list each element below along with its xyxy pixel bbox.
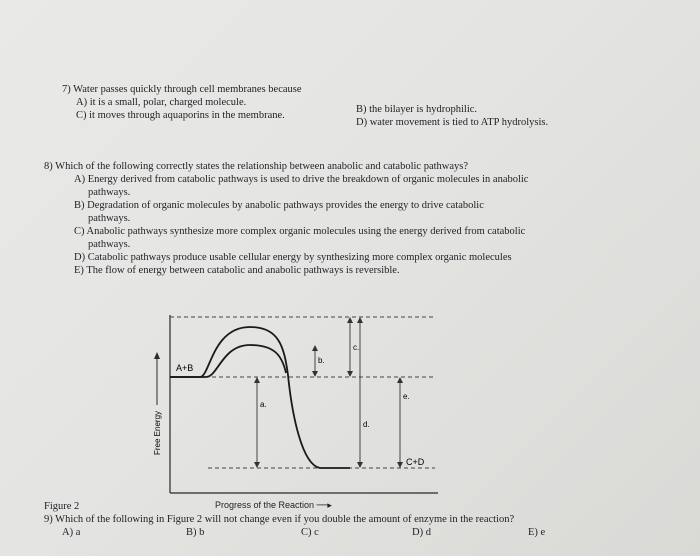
x-axis-arrow-icon: ──▸ — [316, 501, 332, 511]
y-axis-label: Free Energy — [153, 410, 162, 455]
q8-option-a: A) Energy derived from catabolic pathways is used to drive the breakdown of organic molecules in anabolic — [74, 174, 529, 185]
x-axis-label-text: Progress of the Reaction — [215, 500, 315, 510]
figure-2-energy-diagram — [150, 305, 440, 495]
question-7-right-options — [356, 103, 548, 129]
arrow-c-head-top — [347, 317, 353, 323]
arrow-e-head-bottom — [397, 462, 403, 468]
uncatalyzed-curve — [170, 327, 350, 468]
q8-option-a-cont: pathways. — [88, 187, 131, 198]
q7-option-c: C) it moves through aquaporins in the membrane. — [76, 110, 285, 121]
q8-option-e: E) The flow of energy between catabolic and anabolic pathways is reversible. — [74, 265, 400, 276]
figure-caption: Figure 2 — [44, 501, 80, 512]
q7-option-a: A) it is a small, polar, charged molecule. — [76, 97, 247, 108]
q8-option-c-cont: pathways. — [88, 239, 131, 250]
q9-option-a: A) a — [62, 527, 81, 538]
arrow-d-head-top — [357, 317, 363, 323]
q8-option-d: D) Catabolic pathways produce usable cellular energy by synthesizing more complex organic molecules — [74, 252, 512, 263]
q8-option-b: B) Degradation of organic molecules by anabolic pathways provides the energy to drive catabolic — [74, 200, 484, 211]
q8-stem: 8) Which of the following correctly states the relationship between anabolic and catabolic pathways? — [44, 161, 469, 172]
q7-stem: 7) Water passes quickly through cell membranes because — [62, 84, 302, 95]
arrow-a-head-bottom — [254, 462, 260, 468]
label-e: e. — [403, 392, 410, 401]
label-b: b. — [318, 356, 325, 365]
arrow-c-head-bottom — [347, 371, 353, 377]
y-axis-arrow-head — [154, 352, 160, 359]
label-c: c. — [353, 343, 360, 352]
arrow-b-head-top — [312, 345, 318, 351]
q9-option-e: E) e — [528, 527, 546, 538]
q7-option-d: D) water movement is tied to ATP hydrolysis. — [356, 117, 549, 128]
q9-option-b: B) b — [186, 527, 205, 538]
reactants-label: A+B — [176, 363, 194, 373]
q9-stem: 9) Which of the following in Figure 2 will not change even if you double the amount of enzyme in the reaction? — [44, 514, 515, 525]
q8-option-c: C) Anabolic pathways synthesize more complex organic molecules using the energy derived from catabolic — [74, 226, 526, 237]
label-a: a. — [260, 400, 267, 409]
q9-option-c: C) c — [301, 527, 319, 538]
arrow-e-head-top — [397, 377, 403, 383]
q9-option-d: D) d — [412, 527, 431, 538]
products-label: C+D — [406, 457, 425, 467]
arrow-a-head-top — [254, 377, 260, 383]
x-axis-label — [215, 499, 332, 513]
q8-option-b-cont: pathways. — [88, 213, 131, 224]
arrow-b-head-bottom — [312, 371, 318, 377]
question-7 — [62, 83, 302, 122]
energy-diagram-svg — [150, 305, 440, 495]
question-8 — [44, 160, 528, 277]
q7-option-b: B) the bilayer is hydrophilic. — [356, 104, 478, 115]
label-d: d. — [363, 420, 370, 429]
arrow-d-head-bottom — [357, 462, 363, 468]
